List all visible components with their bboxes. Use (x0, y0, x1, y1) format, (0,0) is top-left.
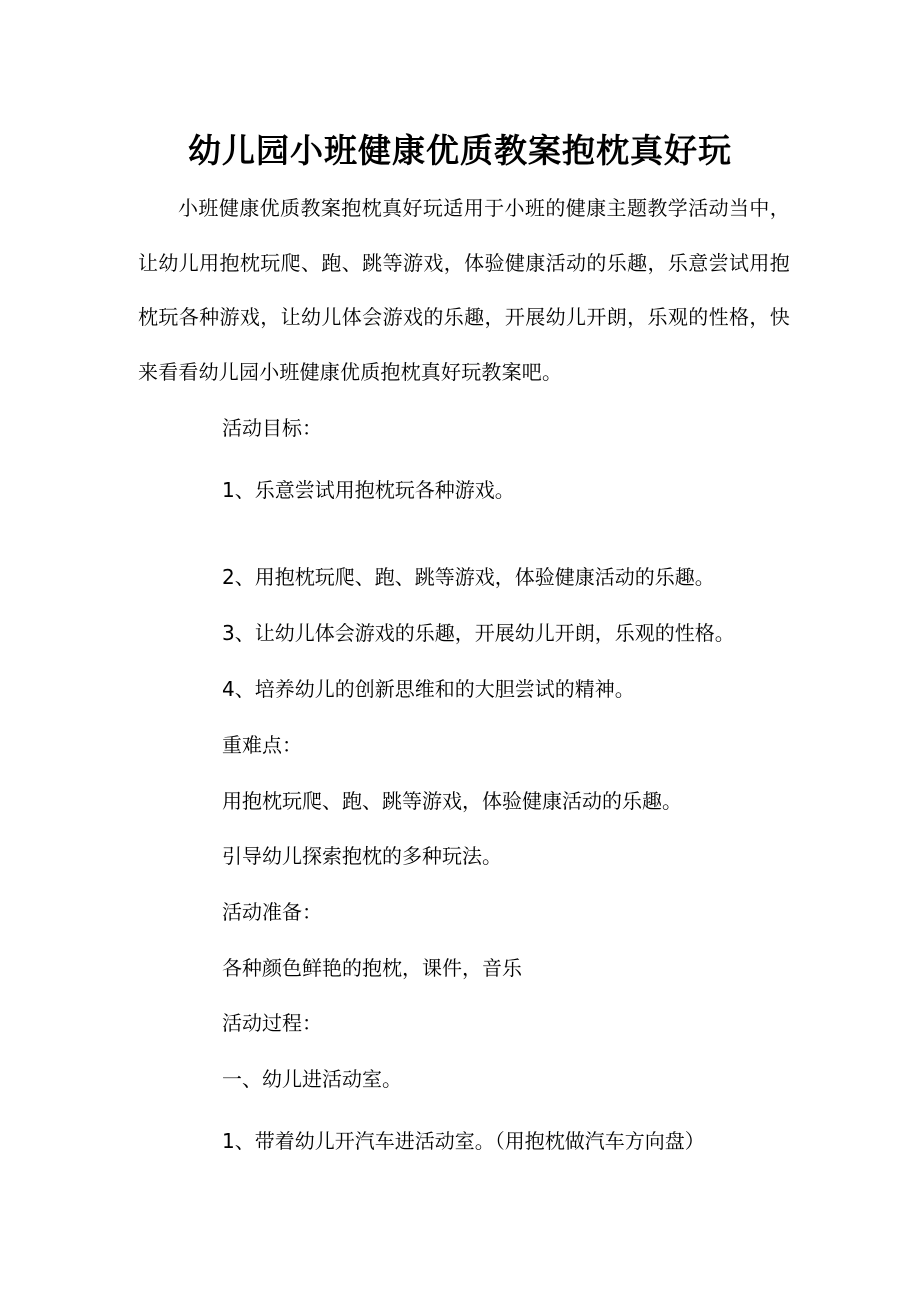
intro-paragraph: 小班健康优质教案抱枕真好玩适用于小班的健康主题教学活动当中，让幼儿用抱枕玩爬、跑、跳等游戏，体验健康活动的乐趣，乐意尝试用抱枕玩各种游戏，让幼儿体会游戏的乐趣，开展幼儿开朗，乐观的性格，快来看看幼儿园小班健康优质抱枕真好玩教案吧。 (138, 196, 790, 384)
key-point-2: 引导幼儿探索抱枕的多种玩法。 (222, 844, 502, 868)
goal-item-1: 1、乐意尝试用抱枕玩各种游戏。 (222, 478, 515, 502)
document-title: 幼儿园小班健康优质教案抱枕真好玩 (188, 131, 732, 171)
preparation-text: 各种颜色鲜艳的抱枕，课件，音乐 (222, 956, 522, 980)
process-heading: 活动过程： (222, 1011, 322, 1035)
key-point-1: 用抱枕玩爬、跑、跳等游戏，体验健康活动的乐趣。 (222, 789, 682, 813)
process-section-1: 一、幼儿进活动室。 (222, 1067, 402, 1091)
goals-heading: 活动目标： (222, 416, 322, 440)
preparation-heading: 活动准备： (222, 900, 322, 924)
key-points-heading: 重难点： (222, 733, 302, 757)
goal-item-2: 2、用抱枕玩爬、跑、跳等游戏，体验健康活动的乐趣。 (222, 565, 715, 589)
process-step-1: 1、带着幼儿开汽车进活动室。（用抱枕做汽车方向盘） (222, 1129, 705, 1153)
goal-item-3: 3、让幼儿体会游戏的乐趣，开展幼儿开朗，乐观的性格。 (222, 621, 735, 645)
goal-item-4: 4、培养幼儿的创新思维和的大胆尝试的精神。 (222, 677, 635, 701)
